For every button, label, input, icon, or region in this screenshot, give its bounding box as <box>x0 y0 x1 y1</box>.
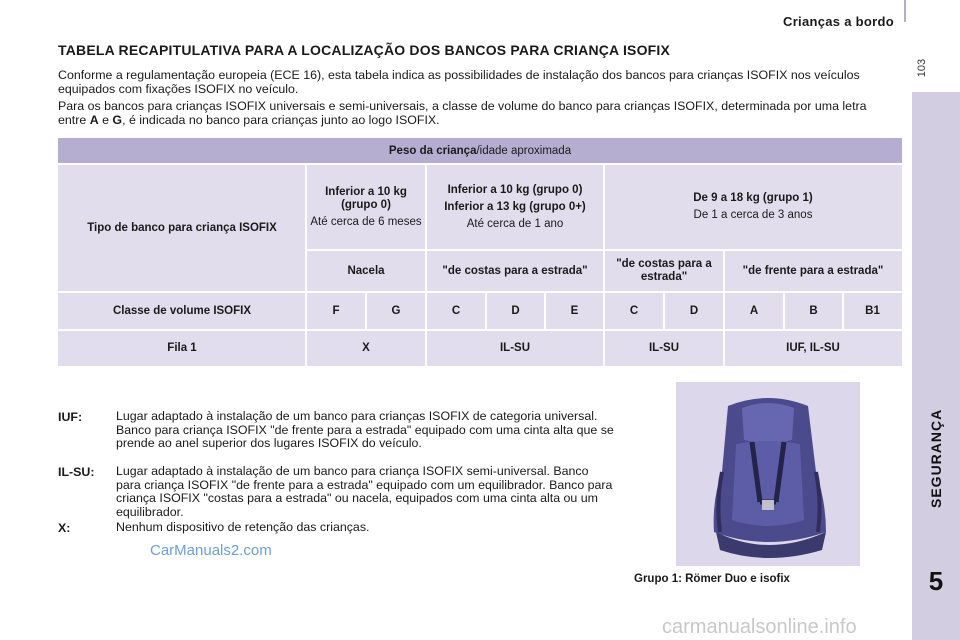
table-divider <box>58 163 902 165</box>
table-divider <box>425 164 427 366</box>
type-rear-facing-2: "de costas para a estrada" <box>604 250 724 292</box>
child-seat-illustration <box>676 382 860 566</box>
header-divider <box>904 0 906 22</box>
fila-cell: IUF, IL-SU <box>724 330 902 366</box>
class-cell: D <box>664 292 724 330</box>
class-cell: B <box>784 292 843 330</box>
chapter-label: SEGURANÇA <box>928 408 944 508</box>
legend-term: IUF: <box>58 410 83 424</box>
table-divider <box>603 164 605 366</box>
table-divider <box>485 292 487 330</box>
legend-description: Lugar adaptado à instalação de um banco para criança ISOFIX semi-universal. Banco para criança ISOFIX "de frente para a estrada" equipado com um equilibrador. Banco para criança ISOFIX "costas para a estrada" ou nacela, equipados com uma cinta alta ou um equilibrador. <box>116 464 613 519</box>
chapter-number: 5 <box>928 566 944 596</box>
table-divider <box>58 329 902 331</box>
fila-cell: X <box>306 330 426 366</box>
table-divider <box>305 164 307 366</box>
class-cell: A <box>724 292 784 330</box>
type-forward-facing: "de frente para a estrada" <box>724 250 902 292</box>
legend-description: Nenhum dispositivo de retenção das crianças. <box>116 520 370 534</box>
seat-type-label: Tipo de banco para criança ISOFIX <box>58 164 306 292</box>
legend-term: IL-SU: <box>58 465 95 479</box>
intro-paragraph-2: Para os bancos para crianças ISOFIX universais e semi-universais, a classe de volume do banco para crianças ISOFIX, determinada por uma letra entre A e G, é indicada no banco para crianças junto ao logo ISOFIX. <box>58 99 867 127</box>
fila-cell: IL-SU <box>426 330 604 366</box>
group-0plus-cell: Inferior a 10 kg (grupo 0) Inferior a 13 kg (grupo 0+) Até cerca de 1 ano <box>426 164 604 250</box>
photo-caption: Grupo 1: Römer Duo e isofix <box>634 573 790 585</box>
table-divider <box>544 292 546 330</box>
table-divider <box>842 292 844 330</box>
class-row-label: Classe de volume ISOFIX <box>58 292 306 330</box>
section-title: TABELA RECAPITULATIVA PARA A LOCALIZAÇÃO DOS BANCOS PARA CRIANÇA ISOFIX <box>58 42 671 58</box>
running-header: Crianças a bordo <box>783 14 894 29</box>
class-cell: C <box>426 292 486 330</box>
table-divider <box>723 250 725 366</box>
fila-cell: IL-SU <box>604 330 724 366</box>
watermark-carmanualsonline: carmanualsonline.info <box>662 616 857 638</box>
table-divider <box>365 292 367 330</box>
legend-term: X: <box>58 521 71 535</box>
child-seat-photo <box>676 382 860 566</box>
weight-header: Peso da criança/idade aproximada <box>58 138 902 164</box>
group-1-cell: De 9 a 18 kg (grupo 1) De 1 a cerca de 3 anos <box>604 164 902 250</box>
class-cell: G <box>366 292 426 330</box>
page-number: 103 <box>916 58 928 78</box>
fila-row-label: Fila 1 <box>58 330 306 366</box>
class-cell: C <box>604 292 664 330</box>
class-cell: F <box>306 292 366 330</box>
legend-description: Lugar adaptado à instalação de um banco para crianças ISOFIX de categoria universal. Banco para criança ISOFIX "de frente para a estrada" equipado com uma cinta alta que se prende ao anel superior dos lugares ISOFIX do veículo. <box>116 409 614 450</box>
table-divider <box>663 292 665 330</box>
watermark-carmanuals: CarManuals2.com <box>150 542 272 559</box>
intro-paragraph-1: Conforme a regulamentação europeia (ECE 16), esta tabela indica as possibilidades de instalação dos bancos para crianças ISOFIX nos veículos equipados com fixações ISOFIX no veículo. <box>58 68 860 96</box>
group-0-cell: Inferior a 10 kg (grupo 0) Até cerca de 6 meses <box>306 164 426 250</box>
type-rear-facing-1: "de costas para a estrada" <box>426 250 604 292</box>
table-divider <box>783 292 785 330</box>
class-cell: B1 <box>843 292 902 330</box>
class-cell: D <box>486 292 545 330</box>
class-cell: E <box>545 292 604 330</box>
isofix-table <box>58 138 902 366</box>
table-divider <box>58 291 902 293</box>
chapter-sidebar <box>912 92 960 640</box>
type-nacela: Nacela <box>306 250 426 292</box>
